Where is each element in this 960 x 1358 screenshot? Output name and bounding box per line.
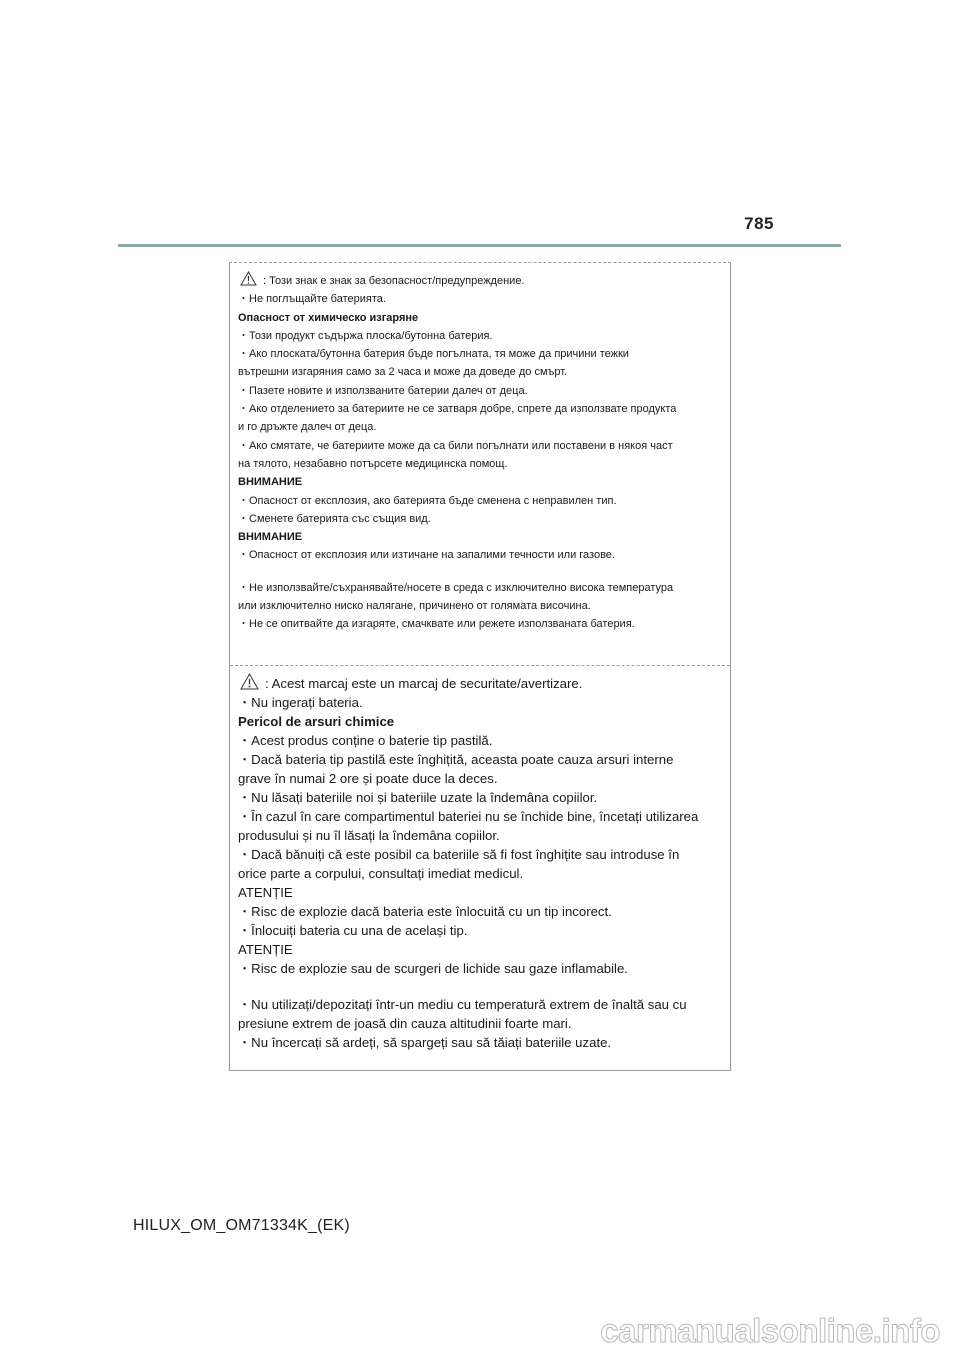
page-number: 785 bbox=[744, 214, 774, 233]
ro-line: ・Dacă bateria tip pastilă este înghițită, aceasta poate cauza arsuri interne bbox=[238, 752, 674, 767]
ro-intro-text: : Acest marcaj este un marcaj de securitate/avertizare. bbox=[265, 676, 583, 691]
bg-spacer bbox=[238, 565, 730, 579]
ro-line: ・Nu ingerați bateria. bbox=[238, 695, 363, 710]
ro-line: produsului și nu îl lăsați la îndemâna copiilor. bbox=[238, 828, 500, 843]
bg-line: ・Ако смятате, че батериите може да са били погълнати или поставени в някоя част bbox=[238, 439, 673, 452]
bg-intro-text: : Този знак е знак за безопасност/предупреждение. bbox=[263, 275, 525, 287]
bulgarian-warning-section bbox=[230, 263, 730, 665]
bg-line: ・Ако отделението за батериите не се затваря добре, спрете да използвате продукта bbox=[238, 403, 677, 416]
bg-line: ・Опасност от експлозия, ако батерията бъде сменена с неправилен тип. bbox=[238, 494, 617, 507]
bg-heading-caution: ВНИМАНИЕ bbox=[238, 476, 303, 489]
footer-document-code: HILUX_OM_OM71334K_(EK) bbox=[133, 1217, 350, 1234]
warning-triangle-icon bbox=[240, 673, 259, 690]
bg-line: на тялото, незабавно потърсете медицинска помощ. bbox=[238, 457, 508, 470]
ro-heading-caution: ATENȚIE bbox=[238, 885, 293, 900]
header-rule bbox=[118, 244, 841, 247]
ro-line: ・Risc de explozie sau de scurgeri de lichide sau gaze inflamabile. bbox=[238, 961, 628, 976]
ro-line: grave în numai 2 ore și poate duce la deces. bbox=[238, 771, 498, 786]
ro-intro-line bbox=[238, 673, 730, 693]
bg-line: ・Опасност от експлозия или изтичане на запалими течности или газове. bbox=[238, 549, 615, 562]
battery-warning-box bbox=[229, 262, 731, 1071]
bg-line: ・Ако плоската/бутонна батерия бъде погълната, тя може да причини тежки bbox=[238, 348, 629, 361]
bg-line: ・Не поглъщайте батерията. bbox=[238, 293, 386, 306]
warning-triangle-icon bbox=[240, 271, 257, 286]
bg-line: ・Този продукт съдържа плоска/бутонна батерия. bbox=[238, 329, 493, 342]
ro-line: presiune extrem de joasă din cauza altitudinii foarte mari. bbox=[238, 1016, 572, 1031]
bg-line: и го дръжте далеч от деца. bbox=[238, 421, 377, 434]
ro-line: ・Nu încercați să ardeți, să spargeți sau să tăiați bateriile uzate. bbox=[238, 1035, 612, 1050]
bg-heading-caution: ВНИМАНИЕ bbox=[238, 531, 303, 544]
ro-line: ・Acest produs conține o baterie tip pastilă. bbox=[238, 733, 493, 748]
ro-heading-caution: ATENȚIE bbox=[238, 942, 293, 957]
bg-intro-line bbox=[238, 271, 730, 290]
bg-line: ・Сменете батерията със същия вид. bbox=[238, 512, 431, 525]
bg-line: ・Не се опитвайте да изгаряте, смачквате или режете използваната батерия. bbox=[238, 618, 635, 631]
bg-heading-chemical-burn: Опасност от химическо изгаряне bbox=[238, 311, 419, 324]
ro-line: orice parte a corpului, consultați imediat medicul. bbox=[238, 866, 524, 881]
ro-line: ・Nu lăsați bateriile noi și bateriile uzate la îndemâna copiilor. bbox=[238, 790, 598, 805]
ro-heading-chemical-burn: Pericol de arsuri chimice bbox=[238, 714, 395, 729]
ro-line: ・Nu utilizați/depozitați într-un mediu cu temperatură extrem de înaltă sau cu bbox=[238, 997, 687, 1012]
ro-line: ・Dacă bănuiți că este posibil ca bateriile să fi fost înghițite sau introduse în bbox=[238, 847, 680, 862]
section-divider bbox=[230, 665, 730, 666]
ro-line: ・Înlocuiți bateria cu una de același tip. bbox=[238, 923, 468, 938]
bg-line: или изключително ниско налягане, причинено от голямата височина. bbox=[238, 600, 591, 613]
watermark: carmanualsonline.info bbox=[600, 1312, 940, 1349]
ro-line: ・În cazul în care compartimentul bateriei nu se închide bine, încetați utilizarea bbox=[238, 809, 699, 824]
bg-line: ・Не използвайте/съхранявайте/носете в среда с изключително висока температура bbox=[238, 581, 674, 594]
bg-line: ・Пазете новите и използваните батерии далеч от деца. bbox=[238, 384, 528, 397]
ro-line: ・Risc de explozie dacă bateria este înlocuită cu un tip incorect. bbox=[238, 904, 612, 919]
romanian-warning-section bbox=[230, 667, 730, 1052]
bg-line: вътрешни изгаряния само за 2 часа и може да доведе до смърт. bbox=[238, 366, 568, 379]
ro-spacer bbox=[238, 978, 730, 995]
